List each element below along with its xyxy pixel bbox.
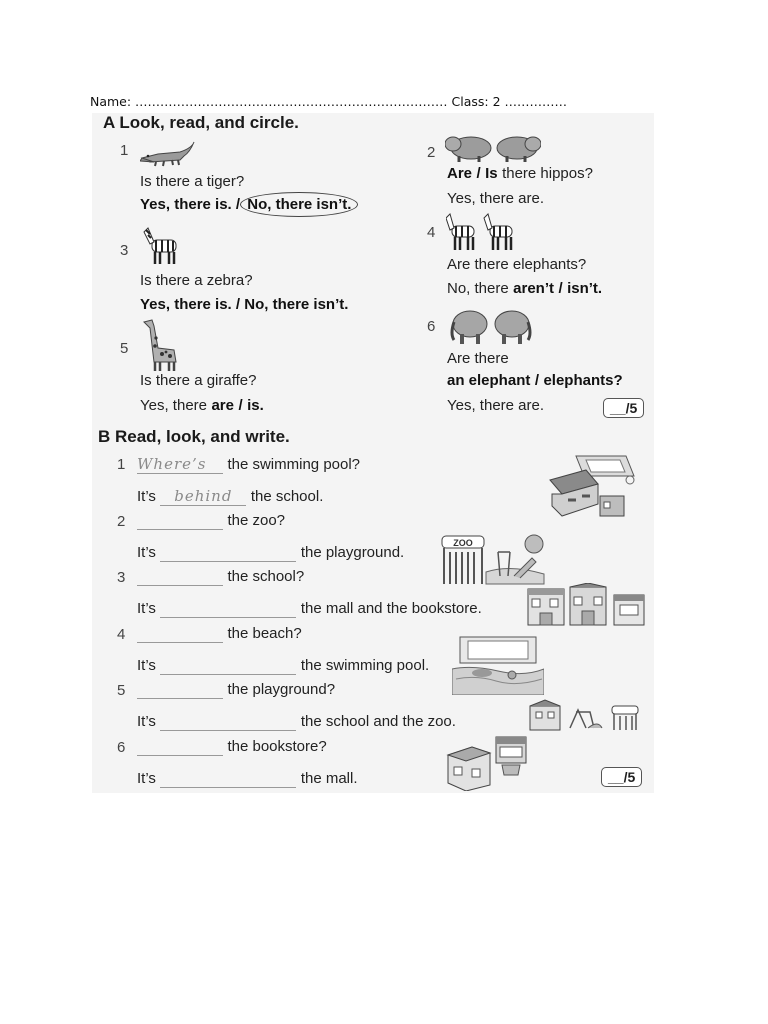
answer-blank[interactable] bbox=[160, 713, 296, 731]
answer: Yes, there are. bbox=[447, 190, 545, 207]
answer-rest: the playground. bbox=[300, 544, 405, 561]
item-number: 3 bbox=[120, 242, 129, 259]
answer-rest: the mall. bbox=[300, 770, 358, 787]
question-line bbox=[137, 568, 304, 586]
giraffe-icon bbox=[140, 318, 182, 372]
option-b[interactable]: Is bbox=[485, 165, 498, 182]
zebra-icon bbox=[140, 222, 184, 266]
option-separator: / bbox=[235, 196, 241, 213]
its-label: It’s bbox=[137, 488, 156, 505]
answer-blank-filled[interactable]: Where’s bbox=[137, 455, 223, 474]
question-line bbox=[137, 512, 285, 530]
school-zoo-illustration bbox=[528, 698, 646, 732]
its-label: It’s bbox=[137, 544, 156, 561]
answer-blank[interactable] bbox=[160, 770, 296, 788]
its-label: It’s bbox=[137, 770, 156, 787]
question-rest: the zoo? bbox=[227, 512, 285, 529]
item-number: 4 bbox=[117, 626, 126, 643]
option-a[interactable]: aren’t bbox=[513, 280, 555, 297]
item-number: 5 bbox=[117, 682, 126, 699]
section-b-title: B Read, look, and write. bbox=[98, 427, 290, 446]
item-number: 6 bbox=[427, 318, 436, 335]
answer-options bbox=[447, 280, 602, 298]
answer-blank[interactable] bbox=[160, 544, 296, 562]
answer-blank[interactable] bbox=[160, 657, 296, 675]
answer-blank[interactable] bbox=[160, 600, 296, 618]
question-options bbox=[447, 372, 623, 390]
option-b[interactable]: isn’t. bbox=[567, 280, 603, 297]
option-a[interactable]: Are bbox=[447, 165, 473, 182]
its-label: It’s bbox=[137, 600, 156, 617]
option-a[interactable]: are bbox=[211, 397, 234, 414]
answer: Yes, there are. bbox=[447, 397, 545, 414]
answer-blank[interactable] bbox=[137, 738, 223, 756]
option-b[interactable]: No, there isn’t. bbox=[244, 296, 349, 313]
answer-line bbox=[137, 600, 482, 618]
question-rest: the beach? bbox=[227, 625, 302, 642]
option-separator: / bbox=[534, 372, 539, 389]
question-rest: the swimming pool? bbox=[227, 456, 361, 473]
answer-line bbox=[137, 544, 404, 562]
crocodile-icon bbox=[140, 138, 196, 168]
answer-rest: the mall and the bookstore. bbox=[300, 600, 482, 617]
answer-rest: the school and the zoo. bbox=[300, 713, 456, 730]
answer-blank[interactable] bbox=[137, 681, 223, 699]
answer-lead: Yes, there bbox=[140, 397, 207, 414]
item-number: 2 bbox=[117, 513, 126, 530]
elephant-icon bbox=[450, 306, 534, 346]
option-b[interactable]: is. bbox=[247, 397, 264, 414]
answer-blank-filled[interactable]: behind bbox=[160, 487, 246, 506]
answer-line bbox=[137, 713, 456, 731]
zoo-sign-text: ZOO bbox=[453, 538, 473, 548]
question: Are there elephants? bbox=[447, 256, 587, 273]
score-box-a: __/5 bbox=[603, 398, 644, 418]
question-rest: the playground? bbox=[227, 681, 336, 698]
answer-rest: the swimming pool. bbox=[300, 657, 430, 674]
item-number: 1 bbox=[120, 142, 129, 159]
item-number: 3 bbox=[117, 569, 126, 586]
option-a[interactable]: Yes, there is. bbox=[140, 296, 232, 313]
item-number: 4 bbox=[427, 224, 436, 241]
score-box-b: __/5 bbox=[601, 767, 642, 787]
answer-options bbox=[140, 397, 264, 415]
question-rest: there hippos? bbox=[502, 165, 593, 182]
mall-bookstore-illustration bbox=[444, 733, 530, 791]
answer-blank[interactable] bbox=[137, 625, 223, 643]
question: Is there a tiger? bbox=[140, 173, 245, 190]
school-pool-illustration bbox=[546, 450, 636, 522]
question-lead: Are there bbox=[447, 350, 509, 367]
option-a[interactable]: an elephant bbox=[447, 372, 531, 389]
name-class-header: Name: ………………………………………………………………… Class: 2 …………… bbox=[90, 94, 568, 109]
item-number: 6 bbox=[117, 739, 126, 756]
item-number: 5 bbox=[120, 340, 129, 357]
its-label: It’s bbox=[137, 657, 156, 674]
question-rest: the bookstore? bbox=[227, 738, 327, 755]
hippo-icon bbox=[445, 130, 541, 164]
option-separator: / bbox=[558, 280, 563, 297]
answer-line bbox=[137, 770, 358, 788]
answer-rest: the school. bbox=[250, 488, 324, 505]
option-b-circled[interactable]: No, there isn’t. bbox=[240, 192, 358, 217]
item-number: 2 bbox=[427, 144, 436, 161]
zebra-icon bbox=[446, 212, 526, 254]
answer-blank[interactable] bbox=[137, 568, 223, 586]
option-b[interactable]: elephants? bbox=[543, 372, 623, 389]
mall-school-bookstore-illustration bbox=[526, 583, 646, 627]
question: Is there a giraffe? bbox=[140, 372, 257, 389]
answer-line bbox=[137, 657, 429, 675]
its-label: It’s bbox=[137, 713, 156, 730]
beach-pool-illustration bbox=[452, 633, 544, 695]
section-a-title: A Look, read, and circle. bbox=[103, 113, 299, 132]
answer-blank[interactable] bbox=[137, 512, 223, 530]
item-number: 1 bbox=[117, 456, 126, 473]
option-separator: / bbox=[476, 165, 481, 182]
option-separator: / bbox=[235, 296, 241, 313]
question-line bbox=[137, 625, 302, 643]
option-separator: / bbox=[238, 397, 243, 414]
question bbox=[447, 165, 593, 183]
zoo-playground-illustration bbox=[440, 528, 546, 586]
answer-options bbox=[140, 196, 358, 213]
question-line bbox=[137, 455, 360, 474]
option-a[interactable]: Yes, there is. bbox=[140, 196, 232, 213]
question-rest: the school? bbox=[227, 568, 305, 585]
answer-lead: No, there bbox=[447, 280, 509, 297]
answer-options bbox=[140, 296, 348, 313]
answer-line bbox=[137, 487, 323, 506]
question: Is there a zebra? bbox=[140, 272, 253, 289]
question-line bbox=[137, 738, 327, 756]
question-line bbox=[137, 681, 335, 699]
